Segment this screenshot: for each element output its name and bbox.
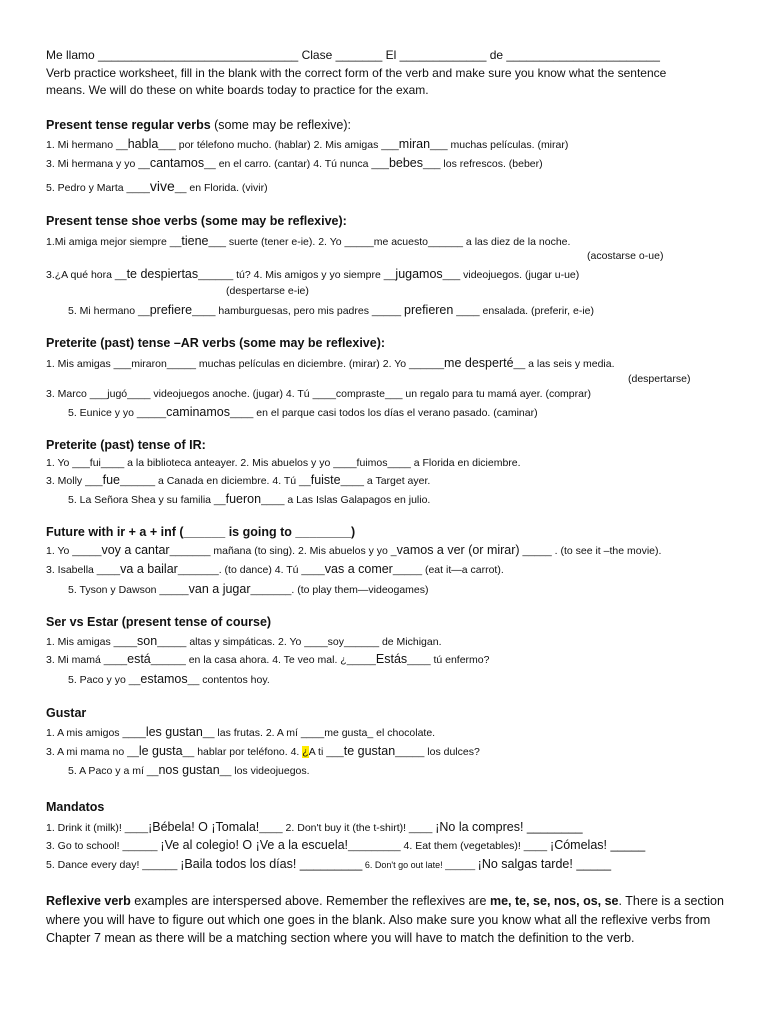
- item-line: 3. Mi mamá ____está______ en la casa ahora. 4. Te veo mal. ¿_____Estás____ tú enfermo?: [46, 652, 490, 666]
- item-line: 3. A mi mama no __le gusta__ hablar por teléfono. 4. ¿A ti ___te gustan_____ los dulces?: [46, 744, 480, 758]
- section-ser-estar-title: Ser vs Estar (present tense of course): [46, 615, 272, 629]
- verb-hint: (despertarse e-ie): [226, 285, 309, 297]
- item-line: 3. Isabella ____va a bailar_______. (to dance) 4. Tú ____vas a comer_____ (eat it—a carrot).: [46, 562, 504, 576]
- section-present-regular-title: Present tense regular verbs (some may be reflexive):: [46, 118, 351, 132]
- item-line: 1. Yo ___fui____ a la biblioteca anteayer. 2. Mis abuelos y yo ____fuimos____ a Florida en diciembre.: [46, 457, 521, 469]
- item-line: 5. Tyson y Dawson _____van a jugar_______. (to play them—videogames): [68, 582, 429, 596]
- item-line: 1. Yo _____voy a cantar_______ mañana (to sing). 2. Mis abuelos y yo _vamos a ver (or mirar) _____ . (to see it –the movie).: [46, 543, 662, 557]
- section-gustar-title: Gustar: [46, 706, 87, 720]
- item-line: 5. A Paco y a mí __nos gustan__ los videojuegos.: [68, 763, 310, 777]
- section-preterite-ir-title: Preterite (past) tense of IR:: [46, 438, 206, 452]
- highlight-mark: ¿: [302, 746, 309, 758]
- instructions-line-1: Verb practice worksheet, fill in the blank with the correct form of the verb and make sure you know what the sentence: [46, 66, 667, 80]
- verb-hint: (acostarse o-ue): [587, 250, 664, 262]
- instructions-line-2: means. We will do these on white boards today to practice for the exam.: [46, 83, 429, 97]
- name-class-date-line: Me llamo ______________________________ Clase _______ El _____________ de _______________________: [46, 48, 660, 62]
- item-line: 5. Mi hermano __prefiere____ hamburguesas, pero mis padres _____ prefieren ____ ensalada. (preferir, e-ie): [68, 303, 595, 317]
- item-line: 1. A mis amigos ____les gustan__ las frutas. 2. A mí ____me gusta_ el chocolate.: [46, 725, 436, 739]
- item-line: 3. Mi hermana y yo __cantamos__ en el carro. (cantar) 4. Tú nunca ___bebes___ los refrescos. (beber): [46, 156, 543, 170]
- reflexive-note-paragraph: Reflexive verb examples are interspersed above. Remember the reflexives are me, te, se, nos, os, se. There is a section where you will have to figure out which one goes in the blank. Also make sure you know what all the reflexive verbs from Chapter 7 mean as there will be a matching section where you will have to match the definition to the verb.: [46, 894, 724, 945]
- section-shoe-verbs-title: Present tense shoe verbs (some may be reflexive):: [46, 214, 347, 228]
- item-line: 3.¿A qué hora __te despiertas______ tú? 4. Mis amigos y yo siempre __jugamos___ videojuegos. (jugar u-ue): [46, 267, 580, 281]
- item-line: 1. Mis amigas ____son_____ altas y simpáticas. 2. Yo ____soy______ de Michigan.: [46, 634, 442, 648]
- item-line: 5. Dance every day! ______ ¡Baila todos los días! _________ 6. Don't go out late! ______ ¡No salgas tarde! _____: [46, 857, 612, 871]
- item-line: 5. Pedro y Marta ____vive__ en Florida. (vivir): [46, 178, 268, 194]
- item-line: 1. Drink it (milk)! ____¡Bébela! O ¡Tomala!____ 2. Don't buy it (the t-shirt)! ____ ¡No la compres! ________: [46, 820, 583, 834]
- item-line: 3. Molly ___fue______ a Canada en diciembre. 4. Tú __fuiste____ a Target ayer.: [46, 473, 431, 487]
- item-line: 1. Mis amigas ___miraron_____ muchas películas en diciembre. (mirar) 2. Yo ______me desperté__ a las seis y media.: [46, 356, 615, 370]
- item-line: 5. Eunice y yo _____caminamos____ en el parque casi todos los días el verano pasado. (caminar): [68, 405, 538, 419]
- item-line: 5. Paco y yo __estamos__ contentos hoy.: [68, 672, 270, 686]
- item-line: 5. La Señora Shea y su familia __fueron____ a Las Islas Galapagos en julio.: [68, 492, 431, 506]
- verb-hint: (despertarse): [628, 373, 691, 385]
- item-line: 1. Mi hermano __habla___ por télefono mucho. (hablar) 2. Mis amigas ___miran___ muchas películas. (mirar): [46, 137, 569, 151]
- item-line: 3. Marco ___jugó____ videojuegos anoche. (jugar) 4. Tú ____compraste___ un regalo para tu mamá ayer. (comprar): [46, 388, 591, 400]
- item-line: 1.Mi amiga mejor siempre __tiene___ suerte (tener e-ie). 2. Yo _____me acuesto______ a las diez de la noche.: [46, 234, 571, 248]
- section-mandatos-title: Mandatos: [46, 800, 105, 814]
- section-future-title: Future with ir + a + inf (______ is going to ________): [46, 525, 356, 539]
- section-preterite-ar-title: Preterite (past) tense –AR verbs (some may be reflexive):: [46, 336, 386, 350]
- item-line: 3. Go to school! ______ ¡Ve al colegio! O ¡Ve a la escuela!_________ 4. Eat them (vegetables)! ____ ¡Cómelas! _____: [46, 838, 646, 852]
